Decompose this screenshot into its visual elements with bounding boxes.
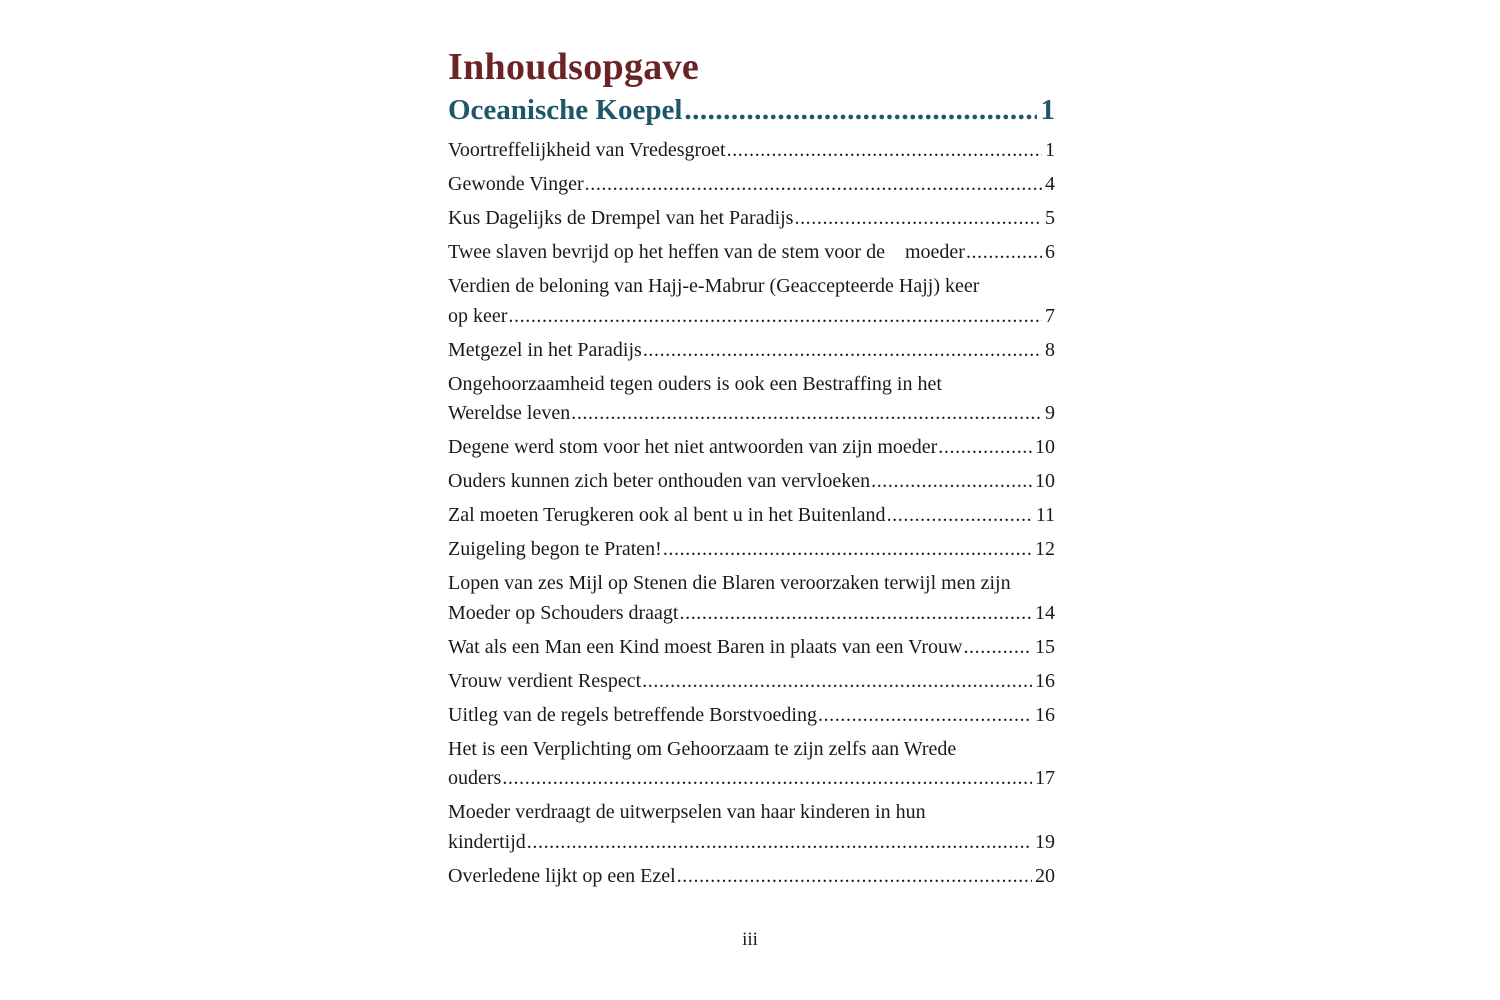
toc-entry-page-number: 11: [1035, 504, 1055, 527]
toc-entry-title: Twee slaven bevrijd op het heffen van de stem voor de moeder: [448, 240, 965, 263]
toc-entry-page-number: 17: [1035, 767, 1055, 790]
toc-entry-page-number: 7: [1045, 304, 1055, 327]
toc-entry-title: Overledene lijkt op een Ezel: [448, 864, 676, 887]
toc-entry-page-number: 9: [1045, 402, 1055, 425]
toc-entry-row: [448, 467, 1055, 497]
toc-entry[interactable]: [448, 501, 1055, 531]
toc-entry-title: op keer: [448, 304, 508, 327]
toc-entry-page-number: 16: [1035, 669, 1055, 692]
toc-entry-row: [448, 336, 1055, 366]
toc-entry-page-number: 10: [1035, 470, 1055, 493]
section-page-number: 1: [1040, 94, 1055, 126]
toc-entry-page-number: 4: [1045, 172, 1055, 195]
dot-leader: [502, 764, 1032, 794]
toc-entry-page-number: 20: [1035, 864, 1055, 887]
toc-entry-title: Voortreffelijkheid van Vredesgroet: [448, 139, 726, 161]
toc-entry-title: Kus Dagelijks de Drempel van het Paradijs: [448, 206, 794, 229]
toc-entry-title: Vrouw verdient Respect: [448, 669, 642, 692]
dot-leader: [963, 633, 1032, 663]
dot-leader: [727, 136, 1042, 166]
toc-entry-page-number: 15: [1035, 635, 1055, 658]
toc-entry-title: Uitleg van de regels betreffende Borstvoeding: [448, 703, 817, 726]
toc-entry-row: [448, 501, 1055, 531]
dot-leader: [508, 302, 1042, 332]
toc-entry-title: Wat als een Man een Kind moest Baren in plaats van een Vrouw: [448, 635, 963, 658]
toc-entry[interactable]: [448, 633, 1055, 663]
toc-entry[interactable]: [448, 701, 1055, 731]
dot-leader: [585, 170, 1042, 200]
toc-entry-row: [448, 599, 1055, 629]
toc-entry-row: [448, 535, 1055, 565]
toc-entry-row: [448, 433, 1055, 463]
dot-leader: [663, 535, 1032, 565]
toc-entry-row: [448, 701, 1055, 731]
toc-entry-page-number: 1: [1045, 139, 1055, 161]
toc-entry[interactable]: [448, 238, 1055, 268]
toc-entry[interactable]: [448, 433, 1055, 463]
toc-entry-row: [448, 204, 1055, 234]
toc-entry-row: [448, 764, 1055, 794]
dot-leader: [871, 467, 1032, 497]
toc-entry[interactable]: [448, 336, 1055, 366]
toc-entry-page-number: 10: [1035, 436, 1055, 459]
toc-entry[interactable]: [448, 862, 1055, 892]
dot-leader: [527, 828, 1032, 858]
toc-entry-title-line: Ongehoorzaamheid tegen ouders is ook een Bestraffing in het: [448, 372, 942, 395]
toc-entry-row: [448, 136, 1055, 166]
toc-entry[interactable]: [448, 667, 1055, 697]
toc-entry-page-number: 6: [1045, 240, 1055, 263]
toc-entry-page-number: 16: [1035, 703, 1055, 726]
toc-entry-row: [448, 238, 1055, 268]
toc-entry[interactable]: [448, 735, 1055, 794]
toc-entry[interactable]: [448, 798, 1055, 857]
dot-leader: [938, 433, 1032, 463]
toc-entry-list: [448, 136, 1055, 891]
toc-entry[interactable]: [448, 170, 1055, 200]
toc-entry-row: [448, 302, 1055, 332]
toc-entry-title-line: Het is een Verplichting om Gehoorzaam te zijn zelfs aan Wrede: [448, 737, 957, 760]
dot-leader: [643, 336, 1042, 366]
table-of-contents: [448, 44, 1055, 896]
dot-leader: [571, 399, 1042, 429]
toc-entry-page-number: 8: [1045, 338, 1055, 361]
dot-leader: [677, 862, 1032, 892]
dot-leader: [642, 667, 1032, 697]
toc-entry-title: kindertijd: [448, 830, 526, 853]
toc-entry-title: Zuigeling begon te Praten!: [448, 538, 662, 561]
toc-entry[interactable]: [448, 370, 1055, 429]
page-number: iii: [742, 929, 758, 950]
section-label: Oceanische Koepel: [448, 94, 683, 126]
toc-entry-title: Wereldse leven: [448, 402, 571, 425]
toc-entry-page-number: 12: [1035, 538, 1055, 561]
toc-entry[interactable]: [448, 272, 1055, 331]
toc-entry-row: [448, 633, 1055, 663]
dot-leader: [887, 501, 1033, 531]
toc-entry-title-line: Moeder verdraagt de uitwerpselen van haar kinderen in hun: [448, 801, 926, 824]
toc-entry-row: [448, 828, 1055, 858]
toc-entry-title-line: Lopen van zes Mijl op Stenen die Blaren veroorzaken terwijl men zijn: [448, 572, 1011, 595]
toc-entry-title-line: Verdien de beloning van Hajj-e-Mabrur (Geaccepteerde Hajj) keer: [448, 274, 980, 297]
toc-entry-title: ouders: [448, 767, 502, 790]
toc-section-heading[interactable]: [448, 92, 1055, 128]
toc-entry[interactable]: [448, 569, 1055, 628]
toc-entry-title: Zal moeten Terugkeren ook al bent u in het Buitenland: [448, 504, 886, 527]
toc-entry[interactable]: [448, 467, 1055, 497]
toc-title: Inhoudsopgave: [448, 46, 700, 88]
toc-entry-row: [448, 170, 1055, 200]
toc-entry-row: [448, 399, 1055, 429]
dot-leader: [680, 599, 1033, 629]
dot-leader: [966, 238, 1042, 268]
toc-entry-title: Ouders kunnen zich beter onthouden van vervloeken: [448, 470, 871, 493]
toc-entry-title: Gewonde Vinger: [448, 172, 584, 195]
dot-leader: [818, 701, 1032, 731]
toc-entry[interactable]: [448, 136, 1055, 166]
toc-entry[interactable]: [448, 204, 1055, 234]
toc-entry-title: Metgezel in het Paradijs: [448, 338, 642, 361]
dot-leader: [684, 92, 1036, 128]
toc-entry-row: [448, 667, 1055, 697]
toc-entry-page-number: 5: [1045, 206, 1055, 229]
toc-entry[interactable]: [448, 535, 1055, 565]
toc-entry-page-number: 19: [1035, 830, 1055, 853]
toc-entry-row: [448, 862, 1055, 892]
toc-entry-page-number: 14: [1035, 601, 1055, 624]
dot-leader: [794, 204, 1042, 234]
toc-entry-title: Degene werd stom voor het niet antwoorden van zijn moeder: [448, 436, 938, 459]
toc-entry-title: Moeder op Schouders draagt: [448, 601, 679, 624]
